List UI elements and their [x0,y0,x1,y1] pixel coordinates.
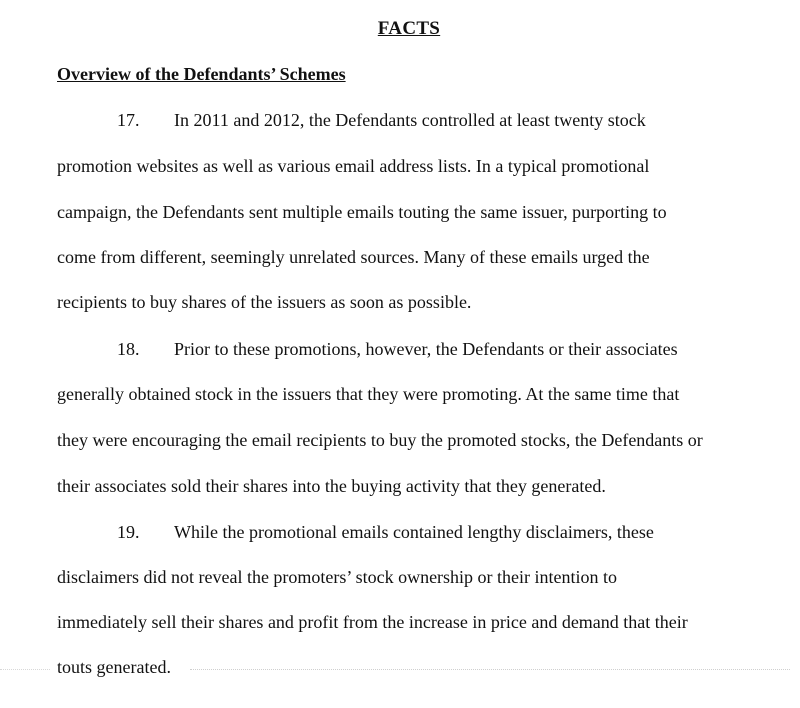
paragraph-number: 18. [117,339,140,359]
paragraph-line: they were encouraging the email recipients to buy the promoted stocks, the Defendants or [57,430,703,450]
paragraph-number: 19. [117,522,140,542]
scan-artifact-line [190,669,790,671]
paragraph-line: immediately sell their shares and profit from the increase in price and demand that their [57,612,688,632]
paragraph-number: 17. [117,110,140,130]
paragraph-line: disclaimers did not reveal the promoters’ stock ownership or their intention to [57,567,618,587]
paragraph-line: touts generated. [57,657,171,677]
paragraph-line: promotion websites as well as various email address lists. In a typical promotional [57,156,650,176]
paragraph-line: generally obtained stock in the issuers that they were promoting. At the same time that [57,384,680,404]
paragraph-line: recipients to buy shares of the issuers as soon as possible. [57,292,472,312]
paragraph-line: come from different, seemingly unrelated sources. Many of these emails urged the [57,247,650,267]
section-heading: FACTS [377,18,441,39]
paragraph-first-line: While the promotional emails contained lengthy disclaimers, these [174,522,654,542]
subsection-heading: Overview of the Defendants’ Schemes [57,64,346,84]
paragraph-first-line: Prior to these promotions, however, the Defendants or their associates [174,339,678,359]
paragraph-line: campaign, the Defendants sent multiple emails touting the same issuer, purporting to [57,202,667,222]
paragraph-first-line: In 2011 and 2012, the Defendants controlled at least twenty stock [174,110,646,130]
paragraph-line: their associates sold their shares into the buying activity that they generated. [57,476,606,496]
scan-artifact-left [0,669,50,671]
